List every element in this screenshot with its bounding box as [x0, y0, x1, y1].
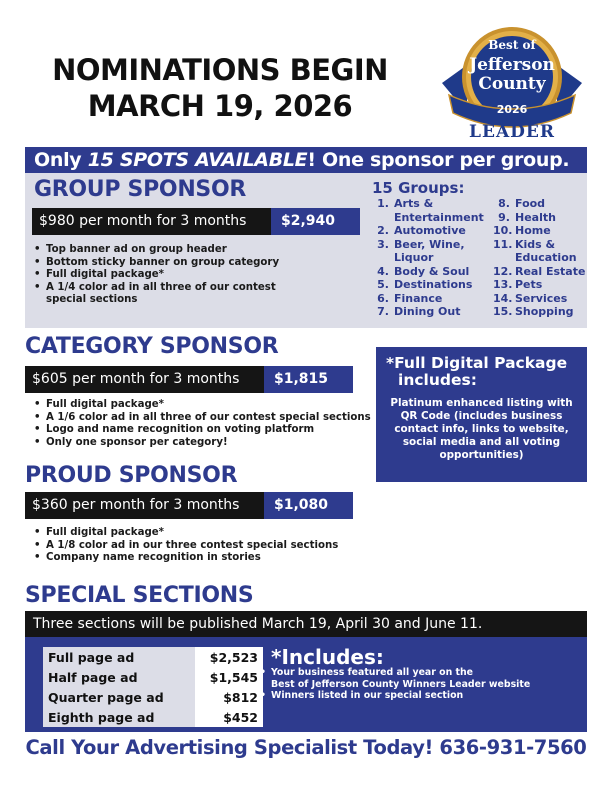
group-item: 10. Home [493, 224, 551, 237]
proud-sponsor-price-bar [25, 492, 353, 519]
list-item: • Full digital package* [32, 399, 372, 412]
group-item: Liquor [394, 251, 434, 264]
spots-available-banner: Only 15 SPOTS AVAILABLE! One sponsor per group. [25, 147, 587, 173]
group-item: 15. Shopping [493, 305, 574, 318]
list-item: special sections [46, 294, 138, 305]
call-to-action: Call Your Advertising Specialist Today! 636-931-7560 [25, 736, 587, 759]
group-item: 4. Body & Soul [377, 264, 470, 278]
group-item: Education [515, 251, 577, 264]
group-item: 3. Beer, Wine, [377, 237, 465, 251]
table-row: Full page ad $2,523 [43, 647, 263, 667]
svg-text:Jefferson: Jefferson [469, 55, 555, 75]
list-item: • Your business featured all year on the [257, 667, 577, 679]
groups-title: 15 Groups: [372, 179, 465, 197]
table-row: Half page ad $1,545 [43, 667, 263, 687]
group-sponsor-price-bar [32, 208, 360, 235]
special-sections-dates-bar: Three sections will be published March 19, April 30 and June 11. [25, 611, 587, 637]
list-item: • A 1/4 color ad in all three of our contest [32, 282, 352, 295]
includes-title: *Includes: [271, 645, 384, 669]
group-item: 12. Real Estate [493, 264, 586, 278]
ad-pricing-table [43, 647, 263, 727]
list-item: • Top banner ad on group header [32, 244, 352, 257]
group-sponsor-bullets [32, 244, 352, 307]
group-item: 14. Services [493, 291, 568, 305]
special-sections-title: SPECIAL SECTIONS [25, 583, 254, 608]
list-item: • A 1/6 color ad in all three of our contest special sections [32, 412, 372, 425]
price-label: $605 per month for 3 months [25, 366, 264, 393]
group-item: 5. Destinations [377, 278, 473, 291]
group-item: 11. Kids & [493, 237, 556, 251]
category-sponsor-bullets [32, 399, 372, 449]
digital-package-title: *Full Digital Package includes: [386, 354, 568, 389]
group-sponsor-title: GROUP SPONSOR [34, 177, 247, 202]
groups-list-col1 [372, 197, 492, 319]
digital-package-text: Platinum enhanced listing with QR Code (includes business contact info, links to website, social media and all voting opportunities) [390, 397, 573, 461]
group-item: 9. Health [498, 210, 556, 224]
group-item: 1. Arts & [377, 197, 434, 210]
includes-list [257, 667, 577, 702]
headline-line1: NOMINATIONS BEGIN [52, 53, 388, 87]
list-item: • A 1/8 color ad in our three contest special sections [32, 540, 372, 553]
list-item: • Company name recognition in stories [32, 552, 372, 565]
digital-package-panel [376, 347, 587, 482]
svg-text:County: County [478, 74, 546, 94]
category-sponsor-title: CATEGORY SPONSOR [25, 334, 279, 359]
ad-pricing-panel [25, 637, 587, 732]
price-label: $360 per month for 3 months [25, 492, 264, 519]
category-sponsor-price-bar [25, 366, 353, 393]
list-item: • Only one sponsor per category! [32, 437, 372, 450]
list-item: • Full digital package* [32, 269, 352, 282]
headline [20, 52, 420, 124]
group-item: 6. Finance [377, 291, 443, 305]
proud-sponsor-bullets [32, 527, 372, 565]
headline-line2: MARCH 19, 2026 [87, 89, 353, 123]
list-item: • Full digital package* [32, 527, 372, 540]
list-item: • Bottom sticky banner on group category [32, 257, 352, 270]
list-item: • Winners listed in our special section [257, 690, 577, 702]
table-row: Quarter page ad $812 [43, 687, 263, 707]
group-item: 2. Automotive [377, 224, 466, 237]
list-item: Best of Jefferson County Winners Leader website [271, 678, 531, 690]
svg-text:2026: 2026 [496, 103, 528, 116]
svg-text:Best of: Best of [488, 38, 536, 52]
table-row: Eighth page ad $452 [43, 707, 263, 727]
leader-brand-logo: LEADER [437, 118, 587, 142]
list-item: • Logo and name recognition on voting platform [32, 424, 372, 437]
best-of-badge-logo [437, 25, 587, 143]
price-total: $1,815 [264, 366, 353, 393]
group-item: 7. Dining Out [377, 305, 461, 318]
groups-list-col2 [493, 197, 588, 319]
group-item: 13. Pets [493, 278, 543, 291]
price-label: $980 per month for 3 months [32, 208, 271, 235]
group-item: 8. Food [498, 197, 546, 210]
group-item: Entertainment [394, 210, 484, 224]
price-total: $1,080 [264, 492, 353, 519]
price-total: $2,940 [271, 208, 360, 235]
proud-sponsor-title: PROUD SPONSOR [25, 463, 238, 488]
